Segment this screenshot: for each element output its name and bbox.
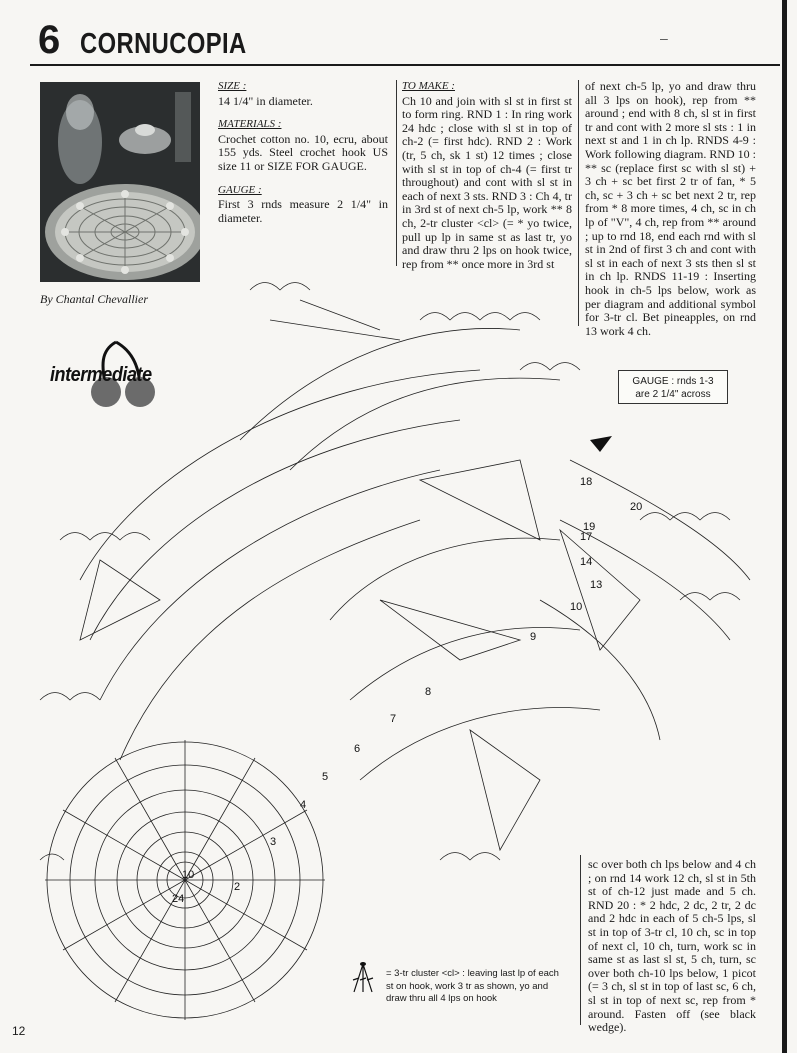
round-label-4: 4: [300, 799, 307, 811]
round-label-19: 19: [583, 521, 596, 533]
size-section: [218, 80, 388, 108]
round-label-14: 14: [580, 556, 593, 568]
round-label-10: 10: [182, 869, 195, 881]
right-edge-rule: [782, 0, 787, 1053]
materials-section: [218, 118, 388, 173]
dash-mark: –: [660, 30, 668, 46]
start-wedge-marker: [590, 436, 612, 452]
column-divider: [580, 855, 581, 1025]
instructions-final-column: [588, 858, 756, 1035]
gauge-callout-line1: GAUGE : rnds 1-3: [632, 376, 714, 387]
pattern-title: CORNUCOPIA: [80, 28, 247, 60]
doily-photo: [40, 82, 200, 282]
to-make-text: Ch 10 and join with sl st in first st to form ring. RND 1 : In ring work 24 hdc ; close with sl st in top of ch-2 (= first hdc). RND 2 : Work (tr, 5 ch, sk 1 st) 12 times ; close with sl st in top of ch-4 (= first tr throughout) and cont with sl st in each of next 3 sts. RND 3 : Ch 4, tr in 3rd st of next ch-5 lp, work ** 8 ch, 2-tr cluster <cl> (= * yo twice, pull up lp in same st as last tr, yo and draw thru 2 lps on hook twice, rep from ** once more in 3rd st: [402, 93, 572, 271]
materials-text: Crochet cotton no. 10, ecru, about 155 yds. Steel crochet hook US size 11 or SIZE FOR GAUGE.: [218, 131, 388, 173]
round-label-7: 7: [390, 713, 397, 725]
instructions-column: [402, 80, 572, 271]
round-label-3: 3: [270, 836, 277, 848]
size-text: 14 1/4" in diameter.: [218, 93, 313, 108]
round-label-2: 2: [234, 881, 241, 893]
round-label-9: 9: [530, 631, 537, 643]
continued-text: of next ch-5 lp, yo and draw thru all 3 lps on hook), rep from ** around ; end with 8 ch, sl st in first tr and cont with 2 more sl sts : 1 in next st and 1 in ch lp. RNDS 4-9 : Work following diagram. RND 10 : ** sc (replace first sc with sl st) + 3 ch + sc bet first 2 tr of fan, * 5 ch, sc + 3 ch + sc bet next 2 tr, rep from * 8 more times, 4 ch, sc in ch lp of "V", 4 ch, rep from ** around ; up to rnd 18, end each rnd with sl st in 2nd of first 3 ch and cont with sl st in each of next 3 sts then sl st in ch lp. RNDS 11-19 : Inserting hook in ch-5 lps below, work as per diagram and additional symbol for 3-tr cl. Bet pineapples, on rnd 13 work 4 ch.: [585, 79, 757, 338]
pattern-number: 6: [38, 18, 61, 62]
to-make-heading: TO MAKE :: [402, 80, 455, 92]
doily-photo-image: [40, 82, 200, 282]
round-label-20: 20: [630, 501, 643, 513]
round-label-8: 8: [425, 686, 432, 698]
designer-credit: By Chantal Chevallier: [40, 292, 148, 306]
gauge-heading: GAUGE :: [218, 183, 262, 196]
gauge-section: [218, 184, 388, 226]
round-label-13: 13: [590, 579, 603, 591]
gauge-text: First 3 rnds measure 2 1/4" in diameter.: [218, 197, 388, 225]
round-label-5: 5: [322, 771, 329, 783]
page-number: 12: [12, 1024, 26, 1038]
column-divider: [396, 80, 397, 266]
final-text: sc over both ch lps below and 4 ch ; on rnd 14 work 12 ch, sl st in 5th st of ch-12 just made and 5 ch. RND 20 : * 2 hdc, 2 dc, 2 tr, 2 dc and 2 hdc in each of 5 ch-5 lps, sl st in top of 3-tr cl, 10 ch, sc in top of next cl, 10 ch, turn, work sc in same st as last sl st, 5 ch, turn, sc over both ch-10 lps below, 1 picot (= 3 ch, sl st in top of last sc, 6 ch, sl st in top of next sc, rep from * around. Fasten off (see black wedge).: [588, 857, 756, 1035]
skill-level-label: intermediate: [50, 364, 152, 386]
round-label-6: 6: [354, 743, 361, 755]
materials-heading: MATERIALS :: [218, 118, 282, 131]
gauge-callout: [618, 370, 728, 404]
instructions-continued-column: [585, 80, 756, 338]
symbol-legend: [350, 958, 570, 1028]
gauge-callout-line2: are 2 1/4" across: [635, 389, 711, 400]
round-label-18: 18: [580, 476, 593, 488]
materials-column: [218, 80, 388, 235]
header-rule: [30, 64, 780, 66]
size-heading: SIZE :: [218, 80, 247, 92]
round-label-10b: 10: [570, 601, 583, 613]
legend-description: = 3-tr cluster <cl> : leaving last lp of each st on hook, work 3 tr as shown, yo and draw thru all 4 lps on hook: [386, 968, 559, 1004]
round-label-24: 24: [172, 893, 185, 905]
round-label-17: 17: [580, 531, 593, 543]
three-tr-cluster-icon: [350, 960, 376, 996]
column-divider: [578, 80, 579, 326]
